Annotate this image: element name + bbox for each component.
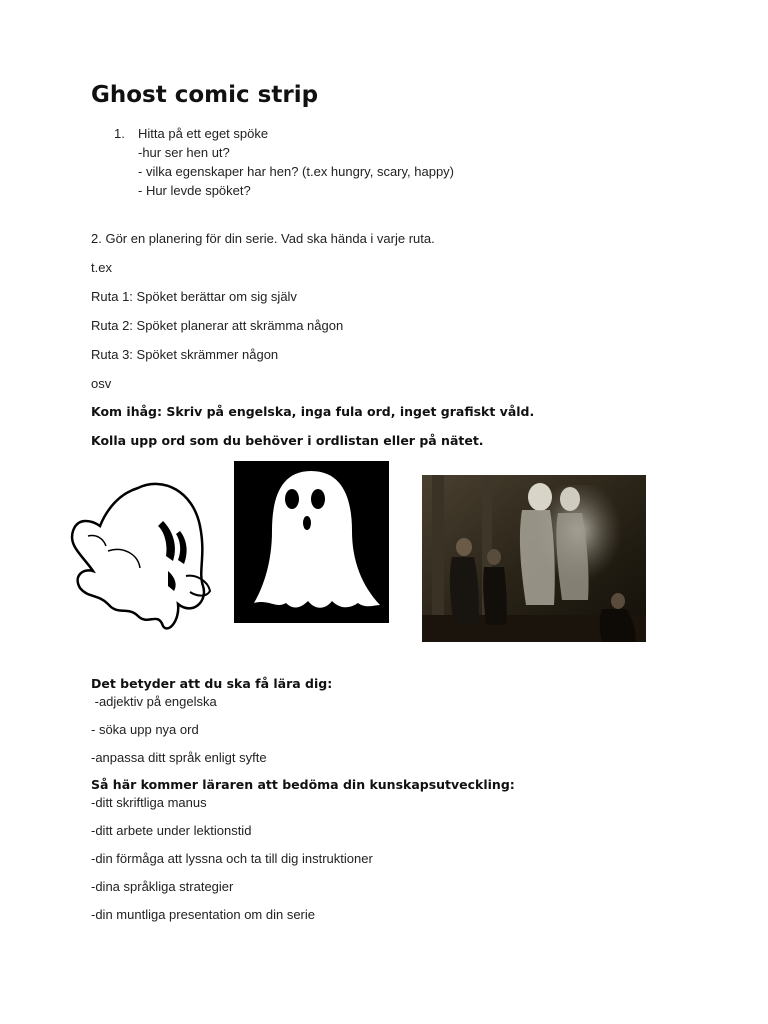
assess-item: -ditt skriftliga manus	[91, 795, 207, 810]
step1-line: Hitta på ett eget spöke	[138, 126, 269, 141]
step1-number: 1.	[114, 126, 125, 141]
assess-item: -ditt arbete under lektionstid	[91, 823, 252, 838]
panel-item: Ruta 3: Spöket skrämmer någon	[91, 347, 279, 362]
white-ghost-image	[234, 461, 389, 623]
assess-item: -din muntliga presentation om din serie	[91, 907, 316, 922]
step2-text: 2. Gör en planering för din serie. Vad ska hända i varje ruta.	[91, 231, 435, 246]
reminder-language: Kom ihåg: Skriv på engelska, inga fula ord, inget grafiskt våld.	[91, 404, 535, 419]
assess-item: -dina språkliga strategier	[91, 879, 234, 894]
ghost-movie-still-image	[422, 475, 646, 642]
etc-text: osv	[91, 376, 112, 391]
panel-item: Ruta 2: Spöket planerar att skrämma någon	[91, 318, 344, 333]
learn-heading: Det betyder att du ska få lära dig:	[91, 676, 333, 691]
cartoon-ghost-image	[68, 476, 218, 634]
learn-item: -anpassa ditt språk enligt syfte	[91, 750, 267, 765]
step1-line: - vilka egenskaper har hen? (t.ex hungry, scary, happy)	[138, 164, 455, 179]
reminder-dictionary: Kolla upp ord som du behöver i ordlistan eller på nätet.	[91, 433, 484, 448]
example-label: t.ex	[91, 260, 112, 275]
step1-list	[138, 124, 454, 200]
step1-line: -hur ser hen ut?	[138, 145, 230, 160]
step1-line: - Hur levde spöket?	[138, 183, 251, 198]
page-title: Ghost comic strip	[91, 82, 319, 108]
panel-item: Ruta 1: Spöket berättar om sig själv	[91, 289, 297, 304]
assess-item: -din förmåga att lyssna och ta till dig instruktioner	[91, 851, 373, 866]
learn-item: - söka upp nya ord	[91, 722, 199, 737]
learn-item: -adjektiv på engelska	[91, 694, 217, 709]
assess-heading: Så här kommer läraren att bedöma din kunskapsutveckling:	[91, 777, 515, 792]
